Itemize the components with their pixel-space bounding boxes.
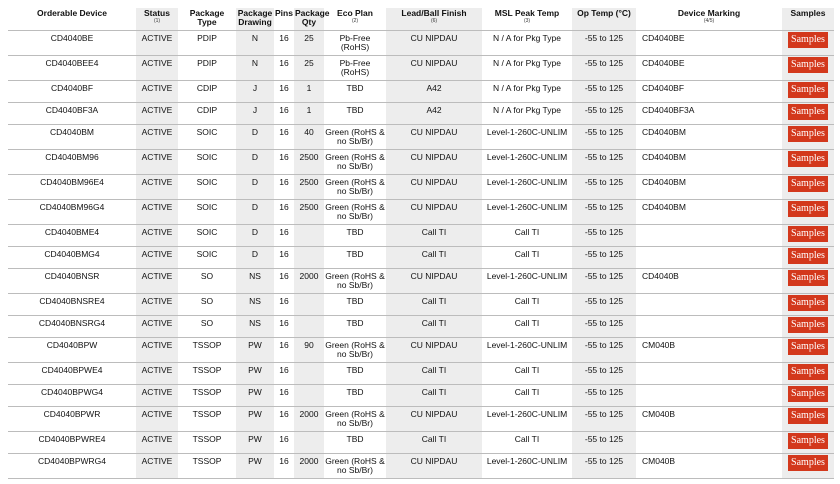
cell-eco-plan: Green (RoHS & no Sb/Br) bbox=[324, 407, 386, 432]
cell-lead-ball-finish: CU NIPDAU bbox=[386, 338, 482, 363]
cell-eco-plan: TBD bbox=[324, 81, 386, 103]
cell-msl-peak-temp: N / A for Pkg Type bbox=[482, 81, 572, 103]
header-msl-peak-temp: MSL Peak Temp (3) bbox=[494, 8, 560, 24]
cell-op-temp: -55 to 125 bbox=[572, 150, 636, 175]
samples-button[interactable]: Samples bbox=[788, 104, 828, 120]
cell-pins: 16 bbox=[274, 31, 294, 56]
cell-samples bbox=[782, 363, 834, 385]
cell-package-drawing: N bbox=[236, 31, 274, 56]
cell-status: ACTIVE bbox=[136, 432, 178, 454]
header-eco-plan: Eco Plan (2) bbox=[337, 8, 373, 24]
cell-package-type: TSSOP bbox=[178, 363, 236, 385]
samples-button[interactable]: Samples bbox=[788, 339, 828, 355]
cell-orderable-device: CD4040BM96G4 bbox=[8, 200, 136, 225]
cell-op-temp: -55 to 125 bbox=[572, 103, 636, 125]
cell-orderable-device: CD4040BE bbox=[8, 31, 136, 56]
cell-op-temp: -55 to 125 bbox=[572, 294, 636, 316]
cell-op-temp: -55 to 125 bbox=[572, 175, 636, 200]
table-row bbox=[8, 103, 834, 125]
cell-op-temp: -55 to 125 bbox=[572, 225, 636, 247]
cell-pins: 16 bbox=[274, 316, 294, 338]
cell-orderable-device: CD4040BF3A bbox=[8, 103, 136, 125]
header-device-marking: Device Marking (4/5) bbox=[677, 8, 741, 24]
cell-eco-plan: Pb-Free (RoHS) bbox=[324, 31, 386, 56]
cell-status: ACTIVE bbox=[136, 269, 178, 294]
samples-button[interactable]: Samples bbox=[788, 226, 828, 242]
cell-package-qty bbox=[294, 247, 324, 269]
cell-package-qty: 2500 bbox=[294, 200, 324, 225]
cell-status: ACTIVE bbox=[136, 150, 178, 175]
cell-package-drawing: D bbox=[236, 200, 274, 225]
cell-op-temp: -55 to 125 bbox=[572, 269, 636, 294]
cell-status: ACTIVE bbox=[136, 125, 178, 150]
cell-msl-peak-temp: Level-1-260C-UNLIM bbox=[482, 175, 572, 200]
cell-msl-peak-temp: N / A for Pkg Type bbox=[482, 56, 572, 81]
cell-package-qty bbox=[294, 316, 324, 338]
cell-op-temp: -55 to 125 bbox=[572, 247, 636, 269]
cell-package-drawing: PW bbox=[236, 385, 274, 407]
cell-pins: 16 bbox=[274, 294, 294, 316]
cell-samples bbox=[782, 454, 834, 479]
cell-samples bbox=[782, 200, 834, 225]
cell-status: ACTIVE bbox=[136, 338, 178, 363]
cell-msl-peak-temp: Call TI bbox=[482, 294, 572, 316]
cell-orderable-device: CD4040BPWRE4 bbox=[8, 432, 136, 454]
cell-lead-ball-finish: Call TI bbox=[386, 316, 482, 338]
cell-status: ACTIVE bbox=[136, 56, 178, 81]
table-row bbox=[8, 56, 834, 81]
cell-package-qty: 2000 bbox=[294, 269, 324, 294]
cell-package-drawing: D bbox=[236, 225, 274, 247]
cell-samples bbox=[782, 175, 834, 200]
cell-lead-ball-finish: CU NIPDAU bbox=[386, 175, 482, 200]
cell-status: ACTIVE bbox=[136, 454, 178, 479]
cell-msl-peak-temp: Call TI bbox=[482, 225, 572, 247]
cell-lead-ball-finish: CU NIPDAU bbox=[386, 407, 482, 432]
cell-samples bbox=[782, 56, 834, 81]
cell-samples bbox=[782, 294, 834, 316]
cell-lead-ball-finish: A42 bbox=[386, 103, 482, 125]
samples-button[interactable]: Samples bbox=[788, 295, 828, 311]
header-samples: Samples bbox=[782, 8, 834, 31]
samples-button[interactable]: Samples bbox=[788, 455, 828, 471]
cell-msl-peak-temp: Call TI bbox=[482, 316, 572, 338]
cell-msl-peak-temp: Call TI bbox=[482, 432, 572, 454]
cell-package-type: PDIP bbox=[178, 56, 236, 81]
cell-status: ACTIVE bbox=[136, 294, 178, 316]
cell-op-temp: -55 to 125 bbox=[572, 454, 636, 479]
cell-eco-plan: Green (RoHS & no Sb/Br) bbox=[324, 175, 386, 200]
cell-device-marking bbox=[636, 363, 782, 385]
cell-pins: 16 bbox=[274, 385, 294, 407]
table-row bbox=[8, 432, 834, 454]
cell-package-qty: 90 bbox=[294, 338, 324, 363]
samples-button[interactable]: Samples bbox=[788, 433, 828, 449]
cell-lead-ball-finish: Call TI bbox=[386, 225, 482, 247]
header-lead-ball-finish: Lead/Ball Finish (6) bbox=[386, 8, 482, 31]
cell-msl-peak-temp: Level-1-260C-UNLIM bbox=[482, 200, 572, 225]
cell-device-marking: CD4040B bbox=[636, 269, 782, 294]
cell-package-qty bbox=[294, 294, 324, 316]
cell-package-type: SO bbox=[178, 294, 236, 316]
cell-device-marking: CM040B bbox=[636, 407, 782, 432]
cell-package-qty: 1 bbox=[294, 81, 324, 103]
cell-device-marking: CD4040BM bbox=[636, 125, 782, 150]
cell-orderable-device: CD4040BPWE4 bbox=[8, 363, 136, 385]
cell-status: ACTIVE bbox=[136, 103, 178, 125]
cell-package-qty: 2500 bbox=[294, 150, 324, 175]
cell-op-temp: -55 to 125 bbox=[572, 338, 636, 363]
cell-msl-peak-temp: Level-1-260C-UNLIM bbox=[482, 125, 572, 150]
table-row bbox=[8, 338, 834, 363]
header-op-temp: Op Temp (°C) bbox=[572, 8, 636, 31]
cell-status: ACTIVE bbox=[136, 81, 178, 103]
cell-orderable-device: CD4040BPWRG4 bbox=[8, 454, 136, 479]
samples-button[interactable]: Samples bbox=[788, 57, 828, 73]
cell-package-type: SO bbox=[178, 316, 236, 338]
cell-package-drawing: NS bbox=[236, 316, 274, 338]
cell-status: ACTIVE bbox=[136, 200, 178, 225]
cell-device-marking bbox=[636, 432, 782, 454]
cell-orderable-device: CD4040BF bbox=[8, 81, 136, 103]
cell-eco-plan: TBD bbox=[324, 225, 386, 247]
cell-package-drawing: D bbox=[236, 150, 274, 175]
orderable-devices-table-container bbox=[8, 8, 834, 479]
header-package-drawing: Package Drawing bbox=[236, 8, 274, 31]
cell-orderable-device: CD4040BNSRE4 bbox=[8, 294, 136, 316]
cell-eco-plan: TBD bbox=[324, 294, 386, 316]
cell-package-type: CDIP bbox=[178, 81, 236, 103]
cell-eco-plan: Green (RoHS & no Sb/Br) bbox=[324, 125, 386, 150]
cell-package-type: CDIP bbox=[178, 103, 236, 125]
cell-eco-plan: Green (RoHS & no Sb/Br) bbox=[324, 338, 386, 363]
cell-status: ACTIVE bbox=[136, 385, 178, 407]
cell-pins: 16 bbox=[274, 269, 294, 294]
cell-eco-plan: Pb-Free (RoHS) bbox=[324, 56, 386, 81]
cell-orderable-device: CD4040BMG4 bbox=[8, 247, 136, 269]
orderable-devices-table bbox=[8, 8, 834, 479]
cell-samples bbox=[782, 150, 834, 175]
cell-package-qty bbox=[294, 225, 324, 247]
cell-device-marking: CM040B bbox=[636, 454, 782, 479]
cell-msl-peak-temp: N / A for Pkg Type bbox=[482, 103, 572, 125]
header-pins: Pins bbox=[275, 8, 293, 18]
cell-samples bbox=[782, 385, 834, 407]
cell-status: ACTIVE bbox=[136, 175, 178, 200]
cell-device-marking: CD4040BF bbox=[636, 81, 782, 103]
cell-status: ACTIVE bbox=[136, 407, 178, 432]
table-row bbox=[8, 81, 834, 103]
cell-samples bbox=[782, 407, 834, 432]
table-row bbox=[8, 200, 834, 225]
header-package-qty: Package Qty bbox=[294, 8, 324, 31]
cell-orderable-device: CD4040BPW bbox=[8, 338, 136, 363]
cell-msl-peak-temp: Call TI bbox=[482, 247, 572, 269]
cell-status: ACTIVE bbox=[136, 31, 178, 56]
cell-orderable-device: CD4040BM96E4 bbox=[8, 175, 136, 200]
cell-package-qty: 2500 bbox=[294, 175, 324, 200]
cell-package-type: SOIC bbox=[178, 247, 236, 269]
cell-msl-peak-temp: Call TI bbox=[482, 385, 572, 407]
cell-lead-ball-finish: CU NIPDAU bbox=[386, 150, 482, 175]
samples-button[interactable]: Samples bbox=[788, 317, 828, 333]
cell-lead-ball-finish: CU NIPDAU bbox=[386, 31, 482, 56]
cell-device-marking bbox=[636, 385, 782, 407]
cell-op-temp: -55 to 125 bbox=[572, 316, 636, 338]
cell-device-marking: CM040B bbox=[636, 338, 782, 363]
cell-pins: 16 bbox=[274, 150, 294, 175]
cell-lead-ball-finish: Call TI bbox=[386, 363, 482, 385]
table-row bbox=[8, 247, 834, 269]
cell-package-qty: 25 bbox=[294, 56, 324, 81]
cell-op-temp: -55 to 125 bbox=[572, 56, 636, 81]
cell-msl-peak-temp: Call TI bbox=[482, 363, 572, 385]
cell-samples bbox=[782, 338, 834, 363]
cell-lead-ball-finish: Call TI bbox=[386, 294, 482, 316]
cell-package-drawing: PW bbox=[236, 432, 274, 454]
cell-op-temp: -55 to 125 bbox=[572, 432, 636, 454]
cell-package-drawing: J bbox=[236, 103, 274, 125]
cell-eco-plan: TBD bbox=[324, 432, 386, 454]
cell-lead-ball-finish: Call TI bbox=[386, 385, 482, 407]
cell-package-drawing: PW bbox=[236, 407, 274, 432]
cell-samples bbox=[782, 247, 834, 269]
cell-package-qty: 40 bbox=[294, 125, 324, 150]
cell-device-marking: CD4040BM bbox=[636, 150, 782, 175]
cell-device-marking: CD4040BE bbox=[636, 31, 782, 56]
cell-samples bbox=[782, 81, 834, 103]
cell-msl-peak-temp: Level-1-260C-UNLIM bbox=[482, 454, 572, 479]
cell-op-temp: -55 to 125 bbox=[572, 407, 636, 432]
cell-eco-plan: TBD bbox=[324, 103, 386, 125]
cell-package-drawing: D bbox=[236, 175, 274, 200]
cell-device-marking bbox=[636, 294, 782, 316]
cell-orderable-device: CD4040BNSR bbox=[8, 269, 136, 294]
cell-pins: 16 bbox=[274, 407, 294, 432]
table-header-row bbox=[8, 8, 834, 31]
cell-package-drawing: D bbox=[236, 247, 274, 269]
samples-button[interactable]: Samples bbox=[788, 248, 828, 264]
cell-samples bbox=[782, 432, 834, 454]
header-package-type: Package Type bbox=[189, 8, 225, 27]
cell-package-qty bbox=[294, 363, 324, 385]
cell-eco-plan: Green (RoHS & no Sb/Br) bbox=[324, 150, 386, 175]
cell-pins: 16 bbox=[274, 338, 294, 363]
cell-lead-ball-finish: CU NIPDAU bbox=[386, 125, 482, 150]
cell-package-qty: 25 bbox=[294, 31, 324, 56]
cell-package-type: TSSOP bbox=[178, 454, 236, 479]
table-row bbox=[8, 363, 834, 385]
cell-eco-plan: TBD bbox=[324, 385, 386, 407]
cell-orderable-device: CD4040BM96 bbox=[8, 150, 136, 175]
cell-op-temp: -55 to 125 bbox=[572, 200, 636, 225]
cell-msl-peak-temp: Level-1-260C-UNLIM bbox=[482, 407, 572, 432]
cell-package-type: SOIC bbox=[178, 225, 236, 247]
cell-eco-plan: TBD bbox=[324, 363, 386, 385]
cell-device-marking: CD4040BM bbox=[636, 200, 782, 225]
cell-pins: 16 bbox=[274, 432, 294, 454]
cell-package-type: TSSOP bbox=[178, 338, 236, 363]
cell-op-temp: -55 to 125 bbox=[572, 81, 636, 103]
cell-package-type: TSSOP bbox=[178, 432, 236, 454]
cell-orderable-device: CD4040BNSRG4 bbox=[8, 316, 136, 338]
cell-msl-peak-temp: Level-1-260C-UNLIM bbox=[482, 338, 572, 363]
cell-op-temp: -55 to 125 bbox=[572, 363, 636, 385]
cell-package-type: SOIC bbox=[178, 150, 236, 175]
header-status: Status (1) bbox=[136, 8, 178, 31]
samples-button[interactable]: Samples bbox=[788, 408, 828, 424]
cell-eco-plan: Green (RoHS & no Sb/Br) bbox=[324, 454, 386, 479]
cell-package-type: TSSOP bbox=[178, 385, 236, 407]
cell-lead-ball-finish: CU NIPDAU bbox=[386, 454, 482, 479]
cell-eco-plan: Green (RoHS & no Sb/Br) bbox=[324, 269, 386, 294]
cell-package-qty bbox=[294, 432, 324, 454]
cell-samples bbox=[782, 269, 834, 294]
cell-pins: 16 bbox=[274, 81, 294, 103]
cell-samples bbox=[782, 31, 834, 56]
cell-status: ACTIVE bbox=[136, 316, 178, 338]
samples-button[interactable]: Samples bbox=[788, 82, 828, 98]
cell-orderable-device: CD4040BME4 bbox=[8, 225, 136, 247]
samples-button[interactable]: Samples bbox=[788, 201, 828, 217]
cell-device-marking: CD4040BE bbox=[636, 56, 782, 81]
samples-button[interactable]: Samples bbox=[788, 126, 828, 142]
cell-eco-plan: TBD bbox=[324, 247, 386, 269]
cell-pins: 16 bbox=[274, 225, 294, 247]
cell-pins: 16 bbox=[274, 200, 294, 225]
cell-package-type: PDIP bbox=[178, 31, 236, 56]
cell-msl-peak-temp: Level-1-260C-UNLIM bbox=[482, 269, 572, 294]
cell-op-temp: -55 to 125 bbox=[572, 385, 636, 407]
cell-package-drawing: D bbox=[236, 125, 274, 150]
cell-eco-plan: TBD bbox=[324, 316, 386, 338]
cell-package-drawing: NS bbox=[236, 269, 274, 294]
cell-package-drawing: J bbox=[236, 81, 274, 103]
cell-package-drawing: PW bbox=[236, 454, 274, 479]
cell-package-drawing: PW bbox=[236, 338, 274, 363]
cell-pins: 16 bbox=[274, 454, 294, 479]
cell-msl-peak-temp: Level-1-260C-UNLIM bbox=[482, 150, 572, 175]
table-row bbox=[8, 150, 834, 175]
samples-button[interactable]: Samples bbox=[788, 151, 828, 167]
table-row bbox=[8, 31, 834, 56]
cell-package-qty bbox=[294, 385, 324, 407]
cell-package-type: TSSOP bbox=[178, 407, 236, 432]
cell-orderable-device: CD4040BPWR bbox=[8, 407, 136, 432]
cell-package-qty: 1 bbox=[294, 103, 324, 125]
cell-orderable-device: CD4040BM bbox=[8, 125, 136, 150]
cell-device-marking bbox=[636, 247, 782, 269]
header-orderable-device: Orderable Device bbox=[37, 8, 107, 18]
table-row bbox=[8, 225, 834, 247]
samples-button[interactable]: Samples bbox=[788, 364, 828, 380]
cell-package-drawing: N bbox=[236, 56, 274, 81]
cell-lead-ball-finish: CU NIPDAU bbox=[386, 200, 482, 225]
cell-pins: 16 bbox=[274, 56, 294, 81]
cell-msl-peak-temp: N / A for Pkg Type bbox=[482, 31, 572, 56]
cell-samples bbox=[782, 316, 834, 338]
cell-status: ACTIVE bbox=[136, 247, 178, 269]
cell-lead-ball-finish: Call TI bbox=[386, 432, 482, 454]
cell-package-drawing: PW bbox=[236, 363, 274, 385]
cell-device-marking bbox=[636, 225, 782, 247]
samples-button[interactable]: Samples bbox=[788, 32, 828, 48]
samples-button[interactable]: Samples bbox=[788, 176, 828, 192]
table-row bbox=[8, 407, 834, 432]
cell-lead-ball-finish: Call TI bbox=[386, 247, 482, 269]
table-body bbox=[8, 31, 834, 479]
cell-pins: 16 bbox=[274, 125, 294, 150]
cell-package-qty: 2000 bbox=[294, 454, 324, 479]
cell-package-type: SOIC bbox=[178, 125, 236, 150]
cell-pins: 16 bbox=[274, 103, 294, 125]
cell-pins: 16 bbox=[274, 363, 294, 385]
cell-samples bbox=[782, 225, 834, 247]
cell-status: ACTIVE bbox=[136, 363, 178, 385]
cell-lead-ball-finish: CU NIPDAU bbox=[386, 269, 482, 294]
cell-status: ACTIVE bbox=[136, 225, 178, 247]
cell-device-marking: CD4040BM bbox=[636, 175, 782, 200]
cell-samples bbox=[782, 103, 834, 125]
cell-op-temp: -55 to 125 bbox=[572, 125, 636, 150]
table-row bbox=[8, 385, 834, 407]
table-row bbox=[8, 125, 834, 150]
samples-button[interactable]: Samples bbox=[788, 386, 828, 402]
cell-package-type: SOIC bbox=[178, 175, 236, 200]
cell-device-marking: CD4040BF3A bbox=[636, 103, 782, 125]
cell-device-marking bbox=[636, 316, 782, 338]
cell-eco-plan: Green (RoHS & no Sb/Br) bbox=[324, 200, 386, 225]
cell-package-qty: 2000 bbox=[294, 407, 324, 432]
cell-package-type: SOIC bbox=[178, 200, 236, 225]
table-row bbox=[8, 175, 834, 200]
cell-pins: 16 bbox=[274, 247, 294, 269]
table-row bbox=[8, 294, 834, 316]
table-row bbox=[8, 316, 834, 338]
cell-samples bbox=[782, 125, 834, 150]
table-row bbox=[8, 454, 834, 479]
cell-package-drawing: NS bbox=[236, 294, 274, 316]
cell-orderable-device: CD4040BEE4 bbox=[8, 56, 136, 81]
cell-pins: 16 bbox=[274, 175, 294, 200]
cell-orderable-device: CD4040BPWG4 bbox=[8, 385, 136, 407]
cell-lead-ball-finish: CU NIPDAU bbox=[386, 56, 482, 81]
cell-op-temp: -55 to 125 bbox=[572, 31, 636, 56]
table-row bbox=[8, 269, 834, 294]
cell-lead-ball-finish: A42 bbox=[386, 81, 482, 103]
samples-button[interactable]: Samples bbox=[788, 270, 828, 286]
cell-package-type: SO bbox=[178, 269, 236, 294]
